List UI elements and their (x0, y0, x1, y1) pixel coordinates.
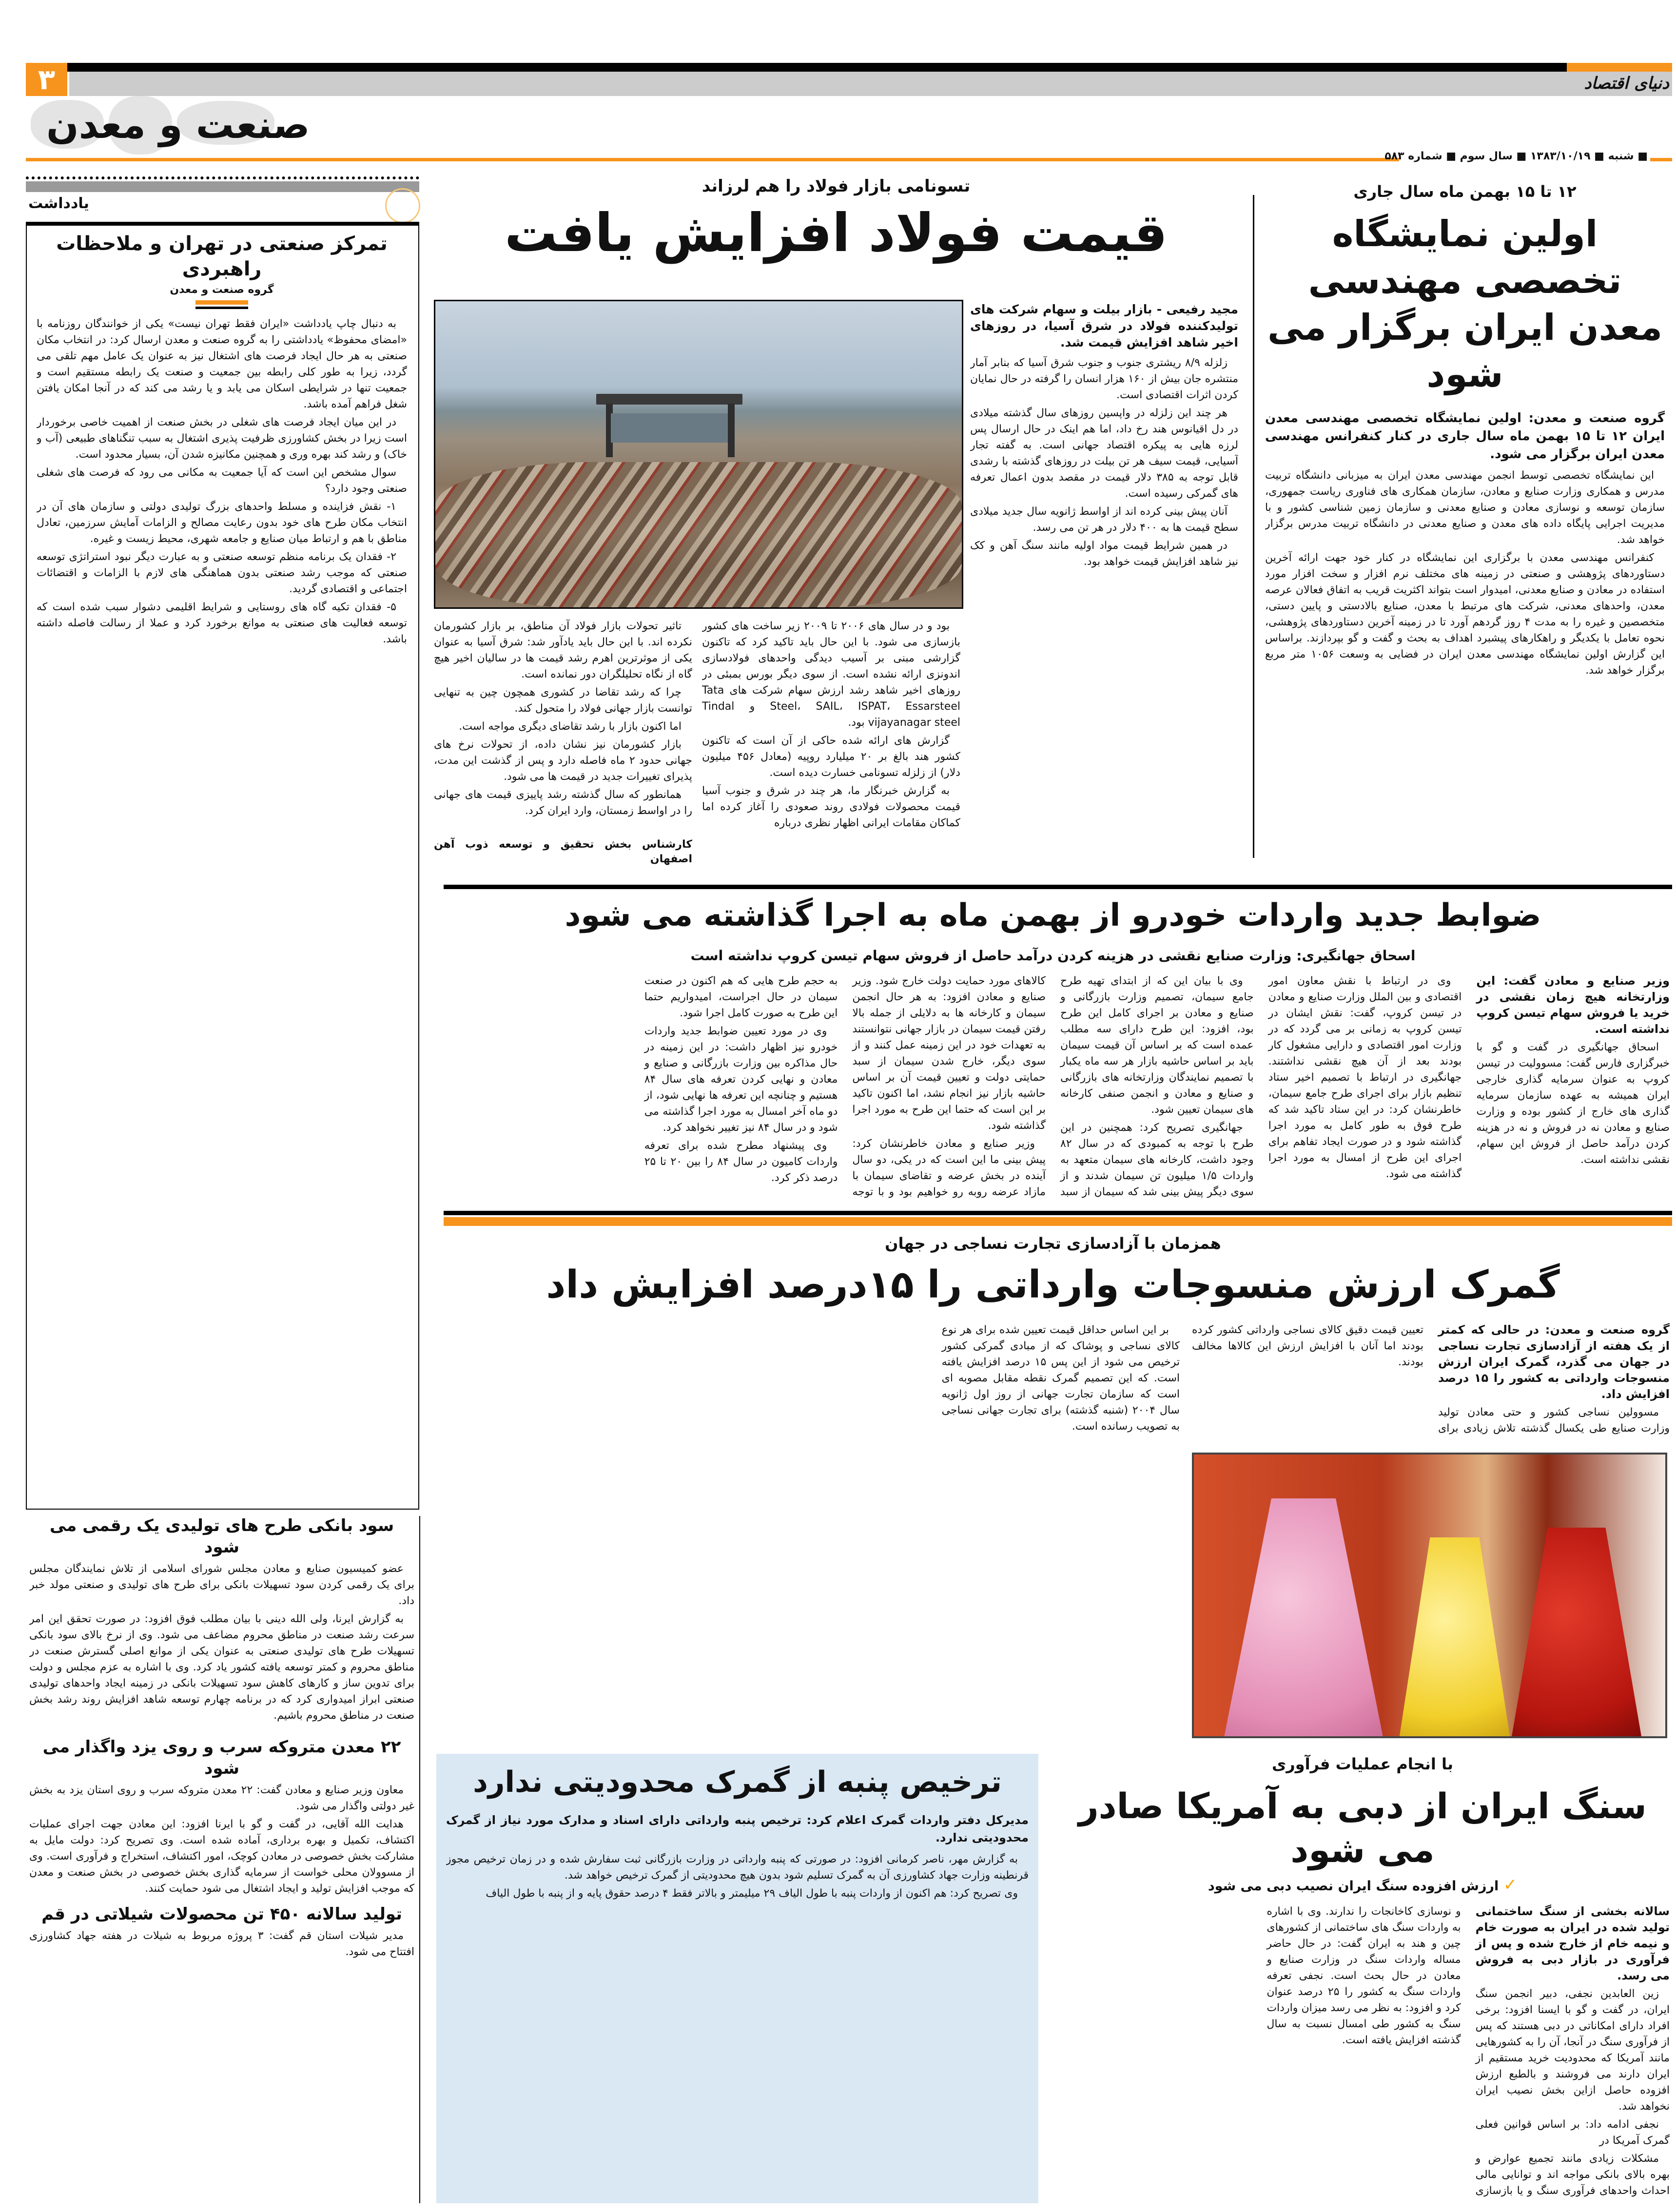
page-number: ۳ (26, 63, 67, 96)
cotton-article (441, 1763, 1033, 2199)
divider (26, 158, 1399, 161)
paragraph: ۲- فقدان یک برنامه منظم توسعه صنعتی و به عبارت دیگر نبود استراتژی توسعه صنعتی که موجب رشد صنعتی بدون هماهنگی های لازم با الزامات و اقتضائات اجتماعی و اقتصادی گردید. (37, 551, 407, 595)
article-kicker: تسونامی بازار فولاد را هم لرزاند (702, 176, 971, 196)
brief-title: تولید سالانه ۴۵۰ تن محصولات شیلاتی در قم (41, 1904, 402, 1924)
paragraph: کنفرانس مهندسی معدن با برگزاری این نمایشگاه در کنار خود جهت ارائه آخرین دستاوردهای پژوهشی و صنعتی در زمینه های مختلف نرم افزار و سخت افزار مورد استفاده در معادن و صنایع معدنی، امیدوار است بتواند اکثریت قریب به اتفاق فعالان عرصه معدن، واحدهای معدنی، شرکت های مرتبط با معدن، صنایع بالادستی و پایین دستی، متخصصین و غیره را به مدت ۴ روز گردهم آورد تا در زمینه آخرین دستاوردهای پژوهشی، نحوه تعامل با یکدیگر و راهکارهای پیشبرد اهداف به بحث و گفت و گو بپردازند. براساس این گزارش اولین نمایشگاه مهندسی معدن ایران در فضایی به وسعت ۱۰۵۶ متر مربع برگزار خواهد شد. (1265, 552, 1665, 677)
article-subhead-row (1053, 1876, 1672, 1896)
article-headline: سنگ ایران از دبی به آمریکا صادر می شود (1078, 1785, 1647, 1870)
article-subhead: اسحاق جهانگیری: وزارت صنایع نقشی در هزینه کردن درآمد حاصل از فروش سهام تیسن کروپ نداشته است (690, 948, 1416, 964)
article-body (1265, 467, 1665, 858)
paragraph: سوال مشخص این است که آیا جمعیت به مکانی می رود که فرصت های شغلی صنعتی وجود دارد؟ (37, 466, 407, 495)
brief-article (29, 1903, 414, 1960)
paragraph: در همین شرایط قیمت مواد اولیه مانند سنگ آهن و کک نیز شاهد افزایش قیمت خواهد بود. (970, 540, 1238, 568)
paragraph: ۱- نقش فزاینده و مسلط واحدهای بزرگ تولیدی دولتی و سازمان های آن در انتخاب مکان طرح های خود بدون رعایت مصالح و الزامات آمایش سرزمین، تعادل مناطق با هم و ارتباط میان صنایع و جامعه شهری، محیط زیست و غیره. (37, 501, 407, 545)
brief-article (29, 1736, 414, 1897)
paragraph: به گزارش ایرنا، ولی الله دینی با بیان مطلب فوق افزود: در صورت تحقق این امر سرعت رشد صنعت در مناطق محروم مضاعف می شود. وی از نرخ بالای سود بانکی تسهیلات طرح های تولیدی صنعتی به عنوان یکی از موانع اصلی گسترش صنعت در مناطق محروم و کمتر توسعه یافته کشور یاد کرد. وی با اشاره به عزم مجلس و دولت برای تدوین ساز و کارهای کاهش سود تسهیلات بانکی در زمینه ایجاد واحدهای تولیدی صنعتی ابراز امیدواری کرد که در برنامه چهارم توسعه شاهد افزایش روند رشد بخش صنعت در مناطق محروم باشیم. (29, 1613, 414, 1722)
news-briefs (29, 1511, 414, 2203)
article-headline: ضوابط جدید واردات خودرو از بهمن ماه به اجرا گذاشته می شود (565, 897, 1541, 933)
paragraph: وی در مورد تعیین ضوابط جدید واردات خودرو نیز اظهار داشت: در این زمینه در حال مذاکره بین وزارت بازرگانی و صنایع و معادن و نهایی کردن تعرفه های سال ۸۴ هستیم و چنانچه این تعرفه ها نهایی شود، از دو ماه آخر امسال به مورد اجرا گذاشته می شود و در سال ۸۴ نیز تغییر نخواهد کرد. (644, 1025, 838, 1134)
section-title: صنعت و معدن (46, 103, 310, 147)
divider (1650, 158, 1672, 161)
tsunami-photo (434, 300, 963, 609)
steel-article-header (434, 175, 1238, 265)
article-lead: وزیر صنایع و معادن گفت: این وزارتخانه هیچ زمان نقشی در خرید یا فروش سهام تیسن کروپ نداشته است. (1476, 974, 1670, 1036)
brief-article (29, 1515, 414, 1724)
article-lead: مدیرکل دفتر واردات گمرک اعلام کرد: ترخیص پنبه وارداتی دارای اسناد و مدارک مورد نیاز از گمرک محدودیتی ندارد. (446, 1813, 1029, 1844)
paragraph: مسوولین نساجی کشور و حتی معادن تولید وزارت صنایع طی یکسال گذشته تلاش زیادی برای تعیین قیمت دقیق کالای نساجی وارداتی کشور کرده بودند اما آنان با افزایش ارزش این کالاها مخالف بودند. (1192, 1324, 1670, 1435)
divider (195, 300, 248, 305)
note-header-bar (26, 181, 419, 192)
note-byline: گروه صنعت و معدن (170, 284, 274, 296)
brief-body (29, 1928, 414, 1960)
article-headline: قیمت فولاد افزایش یافت (505, 203, 1168, 264)
textiles-article-header (434, 1233, 1672, 1309)
brief-title: ۲۲ معدن متروکه سرب و روی یزد واگذار می شود (42, 1737, 401, 1778)
paragraph: به دنبال چاپ یادداشت «ایران فقط تهران نیست» یکی از خوانندگان روزنامه با «امضای محفوظ» یادداشتی را به گروه صنعت و معدن ارسال کرد: در انتخاب مکان صنعتی به هر حال ایجاد فرصت های اشتغال نیز به عنوان یک عامل مهم تلقی می گردد، زیرا به طور کلی رابطه بین جمعیت و صنعت یک رابطه مستقیم است و جمعیت تنها در شرایطی اسکان می یابد و یا رشد می کند که در آنجا امکان یافتن شغل فراهم آمده باشد. (37, 318, 407, 410)
divider (444, 1211, 1672, 1215)
article-lead: سالانه بخشی از سنگ ساختمانی تولید شده در ایران به صورت خام و نیمه خام از خارج شده و پس از فرآوری در بازار دبی به فروش می رسد. (1475, 1904, 1670, 1982)
paragraph: زین العابدین نجفی، دبیر انجمن سنگ ایران، در گفت و گو با ایسنا افزود: برخی افراد دارای امکاناتی در دبی هستند که پس از فرآوری سنگ در آنجا، آن را به کشورهایی مانند آمریکا که محدودیت خرید مستقیم از ایران دارند می فروشند و بالطبع ارزش افزوده حاصل ازاین بخش نصیب ایران نخواهد شد. (1475, 1988, 1670, 2113)
brief-title: سود بانکی طرح های تولیدی یک رقمی می شود (49, 1516, 394, 1557)
paragraph: تاثیر تحولات بازار فولاد آن مناطق، بر بازار کشورمان نکرده اند. با این حال باید یادآور شد: شرق آسیا به عنوان یکی از موثرترین اهرم رشد قیمت ها در سالیان اخیر هیچ گاه از نگاه تحلیلگران دور نمانده است. (434, 620, 692, 680)
paragraph: جهانگیری تصریح کرد: همچنین در این طرح با توجه به کمبودی که در سال ۸۲ وجود داشت، کارخانه های سیمان متعهد به واردات ۱/۵ میلیون تن سیمان شدند و از سوی دیگر پیش بینی شد که سیمان از سبد کالاهای مورد حمایت دولت خارج شود. وزیر صنایع و معادن افزود: به هر حال انجمن سیمان و کارخانه ها به دلایلی از جمله بالا رفتن قیمت سیمان در بازار جهانی نتوانستند به تعهدات خود در این زمینه عمل کنند و از سوی دیگر، خارج شدن سیمان از سبد حمایتی دولت و تعیین قیمت آن بر اساس حاشیه بازار نیز انجام نشد، اما اکنون تاکید بر این است که حتما این طرح به مورد اجرا گذاشته شود. (852, 975, 1254, 1198)
newspaper-logo: دنیای اقتصاد (1584, 74, 1669, 93)
paragraph: اما اکنون بازار با رشد تقاضای دیگری مواجه است. (459, 720, 682, 733)
paragraph: معاون وزیر صنایع و معادن گفت: ۲۲ معدن متروکه سرب و روی استان یزد به بخش غیر دولتی واگذار می شود. (29, 1784, 414, 1812)
paragraph: هر چند این زلزله در واپسین روزهای سال گذشته میلادی در دل اقیانوس هند رخ داد، اما هم اینک در حال ارسال پس لرزه هایی به پیکره اقتصاد جهانی است. به گفته تجار آسیایی، قیمت سیف هر تن بیلت در روزهای گذشته با رشدی قابل توجه به ۳۸۵ دلار قیمت در مقصد بدون اعمال تعرفه های گمرکی رسیده است. (970, 407, 1238, 500)
article-subhead: ارزش افزوده سنگ ایران نصیب دبی می شود (1208, 1879, 1499, 1894)
divider (444, 885, 1672, 889)
yarn-spools-photo (1192, 1453, 1667, 1738)
paragraph: گزارش های ارائه شده حاکی از آن است که تاکنون کشور هند بالغ بر ۲۰ میلیارد روپیه (معادل ۴۵۶ میلیون دلار) از زلزله تسونامی خسارت دیده است. (702, 735, 960, 779)
article-column (970, 355, 1238, 858)
paragraph: اسحاق جهانگیری در گفت و گو با خبرگزاری فارس گفت: مسوولیت در تیسن کروپ به عنوان سرمایه گذاری خارجی ایران همیشه به عهده سازمان سرمایه گذاری های خارج از کشور بوده و وزارت صنایع و معادن نه در فروش و نه در هزینه کردن درآمد حاصل از فروش این سهام، نقشی نداشته است. (1476, 1041, 1670, 1166)
paragraph: هدایت الله آقایی، در گفت و گو با ایرنا افزود: این معادن جهت اجرای عملیات اکتشاف، تکمیل و بهره برداری، آماده شده است. وی تصریح کرد: دولت مایل به مشارکت بخش خصوصی در معادن کوچک، امور اکتشاف، استخراج و فرآوری است. وی از مسوولان محلی خواست از سرمایه گذاری بخش خصوصی در بخش صنعت و معدن که موجب افزایش تولید و ایجاد اشتغال می شود حمایت کنند. (29, 1818, 414, 1895)
article-headline: اولین نمایشگاه تخصصی مهندسی معدن ایران برگزار می شود (1267, 213, 1663, 395)
globe-icon (385, 188, 420, 223)
check-icon: ✓ (1503, 1875, 1518, 1895)
note-title: تمرکز صنعتی در تهران و ملاحظات راهبردی (56, 233, 388, 280)
dotted-divider (26, 176, 419, 179)
article-lead: گروه صنعت و معدن: در حالی که کمتر از یک هفته از آزادسازی تجارت نساجی در جهان می گذرد، گمرک ایران ارزش منسوجات وارداتی به کشور را ۱۵ درصد افزایش داد. (1438, 1323, 1670, 1401)
paragraph: وی با بیان این که از ابتدای تهیه طرح جامع سیمان، تصمیم وزارت بازرگانی و صنایع و معادن بر اجرای کامل این طرح بود، افزود: این طرح دارای سه مطلب عمده است که بر اساس آن قیمت سیمان باید بر اساس حاشیه بازار هر سه ماه یکبار با تصمیم نمایندگان وزارتخانه های بازرگانی و صنایع و معادن و انجمن صنفی کارخانه های سیمان تعیین شود. (1060, 975, 1254, 1116)
dateline: ■ شنبه ■ ۱۳۸۳/۱۰/۱۹ ■ سال سوم ■ شماره ۵۸۳ (1384, 150, 1648, 162)
note-body (37, 316, 407, 1498)
paragraph: همانطور که سال گذشته رشد پاییزی قیمت های جهانی را در اواسط زمستان، وارد ایران کرد. (434, 789, 692, 817)
paragraph: چرا که رشد تقاضا در کشوری همچون چین به تنهایی توانست بازار جهانی فولاد را متحول کند. (434, 686, 692, 715)
paragraph: بر این اساس حداقل قیمت تعیین شده برای هر نوع کالای نساجی و پوشاک که از مبادی گمرکی کشور ترخیص می شود از این پس ۱۵ درصد افزایش یافته است. که این تصمیم گمرک نقطه مقابل مصوبه ای است که سازمان تجارت جهانی از روز اول ژانویه سال ۲۰۰۴ (شنبه گذشته) برای تجارت جهانی نساجی به تصویب رسانده است. (941, 1324, 1180, 1433)
paragraph: وزیر صنایع و معادن خاطرنشان کرد: پیش بینی ما این است که در یکی، دو سال آینده در بخش عرضه و تقاضای سیمان با مازاد عرضه روبه رو خواهیم بود و با توجه به حجم طرح هایی که هم اکنون در صنعت سیمان در حال اجراست، امیدواریم حتما این طرح به صورت کامل اجرا شود. (644, 975, 1046, 1198)
article-kicker: ۱۲ تا ۱۵ بهمن ماه سال جاری (1353, 182, 1577, 201)
header-grey-band (69, 72, 1672, 96)
paragraph: به گزارش خبرنگار ما، هر چند در شرق و جنوب آسیا قیمت محصولات فولادی روند صعودی را آغاز کرده اما کماکان مقامات ایرانی اظهار نظری درباره (702, 785, 960, 829)
paragraph: بازار کشورمان نیز نشان داده، از تحولات نرخ های جهانی حدود ۲ ماه فاصله دارد و پس از گذشت این مدت، پذیرای تغییرات جدید در قیمت ها می شود. (434, 738, 692, 783)
logo-accent-bar (1567, 63, 1672, 72)
author-signoff: کارشناس بخش تحقیق و توسعه ذوب آهن اصفهان (434, 838, 692, 865)
paragraph: این نمایشگاه تخصصی توسط انجمن مهندسی معدن ایران به میزبانی دانشگاه تربیت مدرس و همکاری وزارت صنایع و معادن، سازمان همکاری های فناوری ریاست جمهوری، سازمان توسعه و نوسازی معادن و صنایع معدنی و سازمان زمین شناسی کشور و با مدیریت اجرایی پایگاه داده های معدن و صنایع معدنی در دانشگاه تربیت مدرس برگزار خواهد شد. (1265, 469, 1665, 546)
article-kicker: همزمان با آزادسازی تجارت نساجی در جهان (885, 1234, 1221, 1253)
note-content (29, 231, 414, 1498)
article-body (1192, 1322, 1670, 1446)
accent-band (444, 1217, 1672, 1226)
header-black-bar (67, 63, 1567, 72)
note-label: یادداشت (28, 195, 89, 212)
paragraph: وی پیشنهاد مطرح شده برای تعرفه واردات کامیون در سال ۸۴ را بین ۲۰ تا ۲۵ درصد ذکر کرد. (644, 1140, 838, 1184)
stone-article (1053, 1754, 1672, 2206)
paragraph: عضو کمیسیون صنایع و معادن مجلس شورای اسلامی از تلاش نمایندگان مجلس برای یک رقمی کردن سود تسهیلات بانکی برای طرح های تولیدی و صنعتی مولد خبر داد. (29, 1563, 414, 1607)
paragraph: به گزارش مهر، ناصر کرمانی افزود: در صورتی که پنبه وارداتی در وزارت بازرگانی ثبت سفارش شده و در زمان ترخیص مجوز قرنطینه وزارت جهاد کشاورزی آن به گمرک تسلیم شود بدون هیچ محدودیتی از گمرک ترخیص خواهد شد. (446, 1853, 1029, 1882)
divider (195, 307, 248, 309)
paragraph: در این میان ایجاد فرصت های شغلی در بخش صنعت از اهمیت خاصی برخوردار است زیرا در بخش کشاورزی ظرفیت پذیری اشتغال به سبب تنگناهای طبیعی (آب و خاک) و رشد کند بهره وری و همچنین مکانیزه شدن آن، بسیار محدود است. (37, 416, 407, 461)
paragraph: مشکلات زیادی مانند تجمیع عوارض و بهره بالای بانکی مواجه اند و توانایی مالی احداث واحدهای فرآوری سنگ و یا بازسازی و نوسازی کاخانجات را ندارند. وی با اشاره به واردات سنگ های ساختمانی از کشورهای چین و هند به ایران گفت: در حال حاضر مساله واردات سنگ در وزارت صنایع و معادن در حال بحث است. نجفی تعرفه واردات سنگ به کشور را ۲۵ درصد عنوان کرد و افزود: به نظر می رسد میزان واردات سنگ به کشور طی امسال نسبت به سال گذشته افزایش یافته است. (1267, 1905, 1670, 2197)
article-kicker: با انجام عملیات فرآوری (1271, 1755, 1454, 1773)
column-divider (419, 1516, 420, 2203)
article-lead: گروه صنعت و معدن: اولین نمایشگاه تخصصی مهندسی معدن ایران ۱۲ تا ۱۵ بهمن ماه سال جاری در کنار کنفرانس مهندسی معدن ایران برگزار می شود. (1265, 411, 1665, 462)
article-headline: گمرک ارزش منسوجات وارداتی را ۱۵درصد افزایش داد (546, 1263, 1560, 1307)
brief-body (29, 1561, 414, 1724)
brief-body (29, 1782, 414, 1897)
column-divider (1253, 195, 1254, 858)
paragraph: وی تصریح کرد: هم اکنون از واردات پنبه با طول الیاف ۲۹ میلیمتر و بالاتر فقط ۴ درصد حقوق پایه و از پنبه با طول الیاف (486, 1887, 1018, 1900)
article-headline: ترخیص پنبه از گمرک محدودیتی ندارد (473, 1765, 1002, 1799)
steel-right-column (970, 301, 1238, 858)
article-body (1058, 1903, 1670, 2206)
article-column (702, 618, 960, 858)
paragraph: ۵- فقدان تکیه گاه های روستایی و شرایط اقلیمی دشوار سبب شده است که توسعه فعالیت های صنعتی به موانع برخورد کرد و عملا از رسالت فاصله داشته باشد. (37, 601, 407, 645)
article-body (436, 973, 1670, 1200)
paragraph: زلزله ۸/۹ ریشتری جنوب و جنوب شرق آسیا که بنابر آمار منتشره جان بیش از ۱۶۰ هزار انسان را گرفته در حال نمایان کردن اثرات اقتصادی است. (970, 357, 1238, 401)
article-column (434, 618, 692, 833)
article-lead: مجید رفیعی - بازار بیلت و سهام شرکت های تولیدکننده فولاد در شرق آسیا، در روزهای اخیر شاهد افزایش قیمت شد. (970, 302, 1238, 349)
cars-article (434, 895, 1672, 1200)
paragraph: بود و در سال های ۲۰۰۶ تا ۲۰۰۹ زیر ساخت های کشور بازسازی می شود. با این حال باید تاکید کرد که تاکنون گزارشی مبنی بر آسیب دیدگی واحدهای فولادسازی اندونزی ارائه نشده است. از سوی دیگر بورس بمبئی در روزهای اخیر شاهد رشد ارزش سهام شرکت های Tata Steel، SAIL، ISPAT، Essarsteel و Tindal vijayanagar steel بود. (702, 620, 960, 729)
article-body (436, 1322, 1180, 1727)
paragraph: نجفی ادامه داد: بر اساس قوانین فعلی گمرک آمریکا در (1475, 2118, 1670, 2147)
paragraph: آنان پیش بینی کرده اند از اواسط ژانویه سال جدید میلادی سطح قیمت ها به ۴۰۰ دلار در هر تن می رسد. (970, 505, 1238, 534)
exhibition-article (1263, 181, 1667, 858)
article-body (446, 1851, 1029, 2199)
paragraph: وی در ارتباط با نقش معاون امور اقتصادی و بین الملل وزارت صنایع و معادن در تیسن کروپ، گفت: نقش ایشان در تیسن کروپ به زمانی بر می گردد که در وزارت امور اقتصادی و دارایی مشغول کار بودند بعد از آن هیچ نقشی نداشتند. جهانگیری در ارتباط با تصمیم اخیر ستاد تنظیم بازار برای اجرای طرح جامع سیمان، خاطرنشان کرد: در این ستاد تاکید شد که طرح فوق به طور کامل به مورد اجرا گذاشته شود و در صورت ایجاد تفاهم برای اجرای این طرح از امسال به مورد اجرا گذاشته می شود. (1268, 975, 1462, 1180)
paragraph: مدیر شیلات استان قم گفت: ۳ پروژه مربوط به شیلات در هفته جهاد کشاورزی افتتاح می شود. (29, 1930, 414, 1958)
